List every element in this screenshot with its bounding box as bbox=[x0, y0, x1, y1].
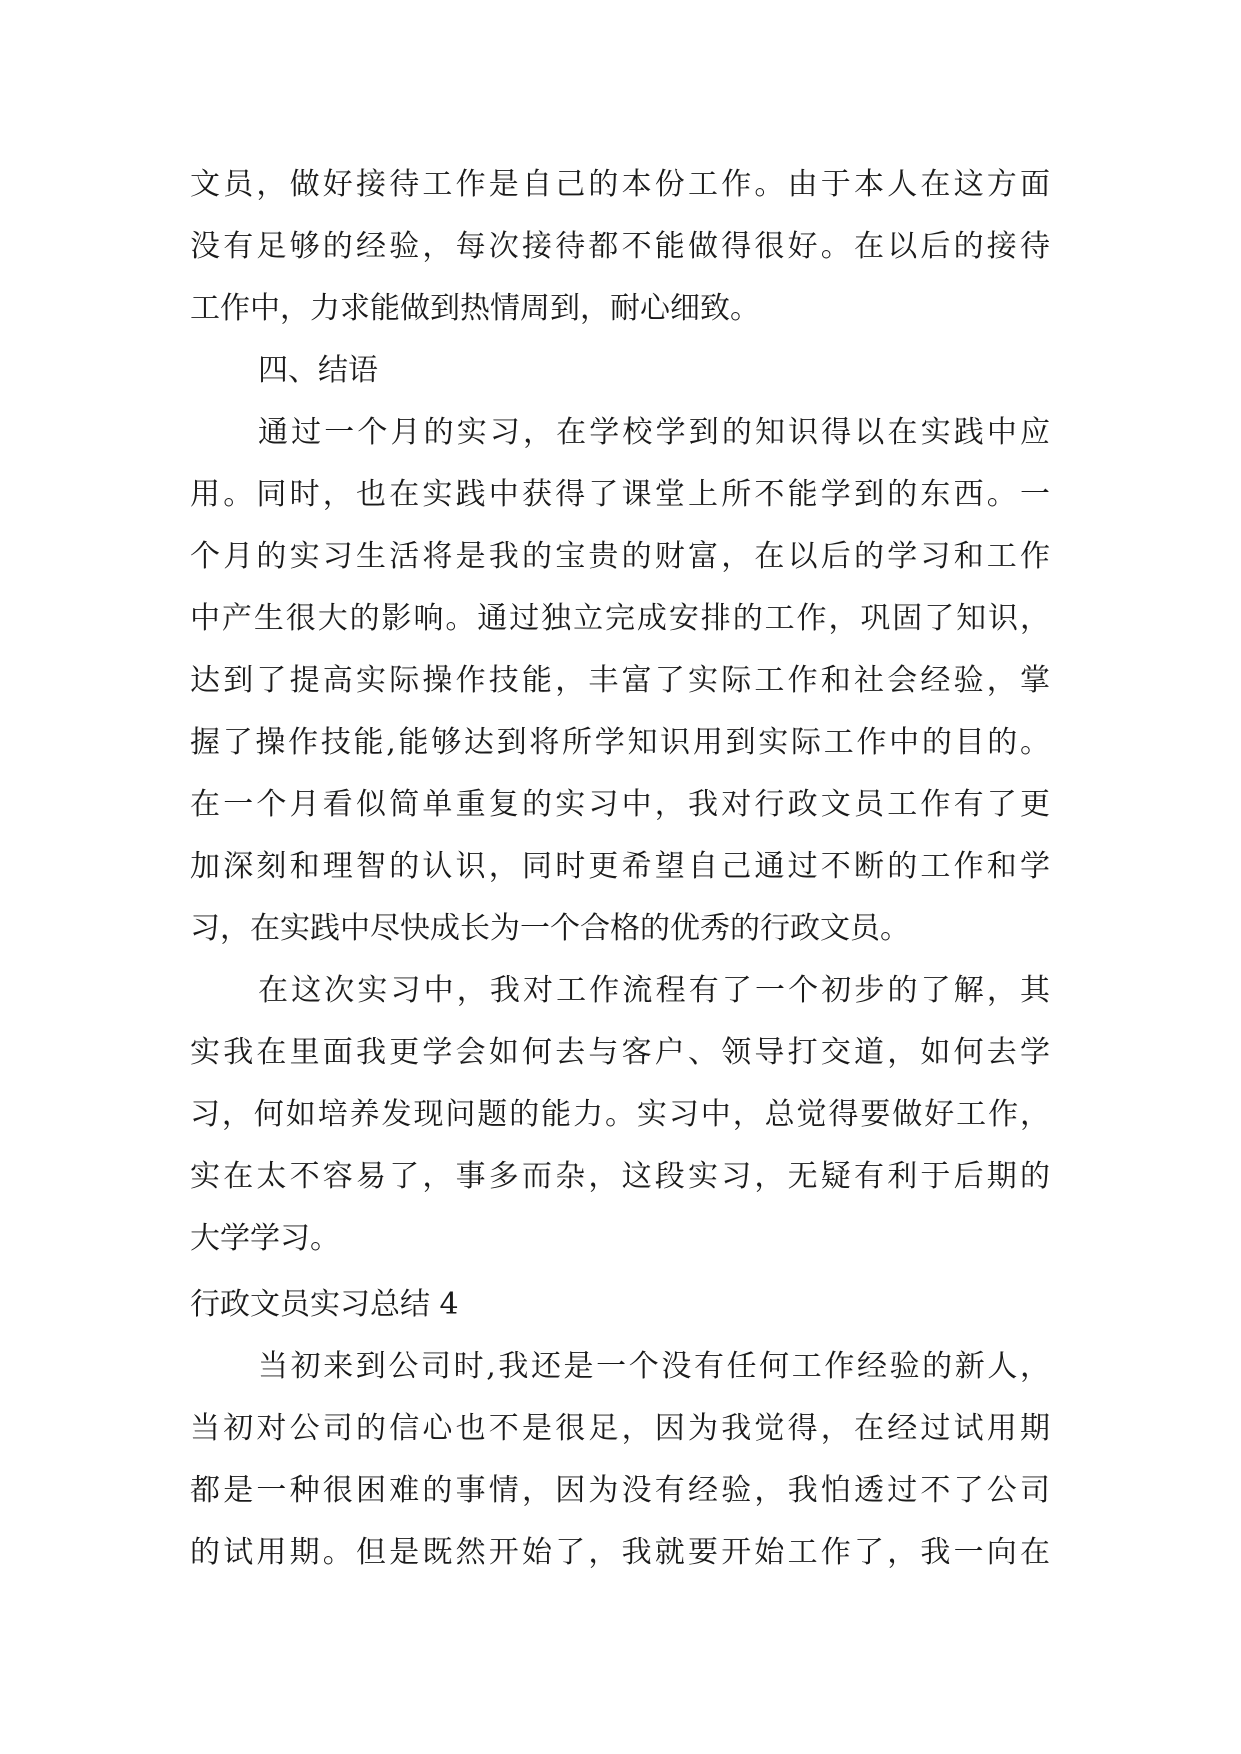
text-line: 当初来到公司时,我还是一个没有任何工作经验的新人， bbox=[258, 1349, 1050, 1384]
body-text-top bbox=[190, 154, 1050, 1270]
text-line: 的试用期。但是既然开始了，我就要开始工作了，我一向在 bbox=[190, 1535, 1050, 1570]
text-line: 在一个月看似简单重复的实习中，我对行政文员工作有了更 bbox=[190, 787, 1050, 822]
text-line: 当初对公司的信心也不是很足，因为我觉得，在经过试用期 bbox=[190, 1411, 1050, 1446]
text-line: 没有足够的经验，每次接待都不能做得很好。在以后的接待 bbox=[190, 229, 1050, 264]
text-line: 个月的实习生活将是我的宝贵的财富，在以后的学习和工作 bbox=[190, 539, 1050, 574]
text-line: 实我在里面我更学会如何去与客户、领导打交道，如何去学 bbox=[190, 1035, 1050, 1070]
text-line: 通过一个月的实习，在学校学到的知识得以在实践中应 bbox=[258, 415, 1050, 450]
text-line: 达到了提高实际操作技能，丰富了实际工作和社会经验，掌 bbox=[190, 663, 1050, 698]
text-line: 习，何如培养发现问题的能力。实习中，总觉得要做好工作， bbox=[190, 1097, 1050, 1132]
section-title: 行政文员实习总结 4 bbox=[190, 1287, 459, 1322]
text-line: 大学学习。 bbox=[190, 1221, 340, 1256]
text-line: 加深刻和理智的认识，同时更希望自己通过不断的工作和学 bbox=[190, 849, 1050, 884]
text-line: 工作中，力求能做到热情周到，耐心细致。 bbox=[190, 291, 760, 326]
text-line: 在这次实习中，我对工作流程有了一个初步的了解，其 bbox=[258, 973, 1050, 1008]
text-line: 实在太不容易了，事多而杂，这段实习，无疑有利于后期的 bbox=[190, 1159, 1050, 1194]
text-line: 中产生很大的影响。通过独立完成安排的工作，巩固了知识， bbox=[190, 601, 1050, 636]
section-heading-conclusion: 四、结语 bbox=[258, 353, 378, 388]
text-line: 文员，做好接待工作是自己的本份工作。由于本人在这方面 bbox=[190, 167, 1050, 202]
text-line: 习，在实践中尽快成长为一个合格的优秀的行政文员。 bbox=[190, 911, 910, 946]
text-line: 都是一种很困难的事情，因为没有经验，我怕透过不了公司 bbox=[190, 1473, 1050, 1508]
text-line: 握了操作技能,能够达到将所学知识用到实际工作中的目的。 bbox=[190, 725, 1050, 760]
body-text-bottom bbox=[190, 1274, 1050, 1584]
text-line: 用。同时，也在实践中获得了课堂上所不能学到的东西。一 bbox=[190, 477, 1050, 512]
